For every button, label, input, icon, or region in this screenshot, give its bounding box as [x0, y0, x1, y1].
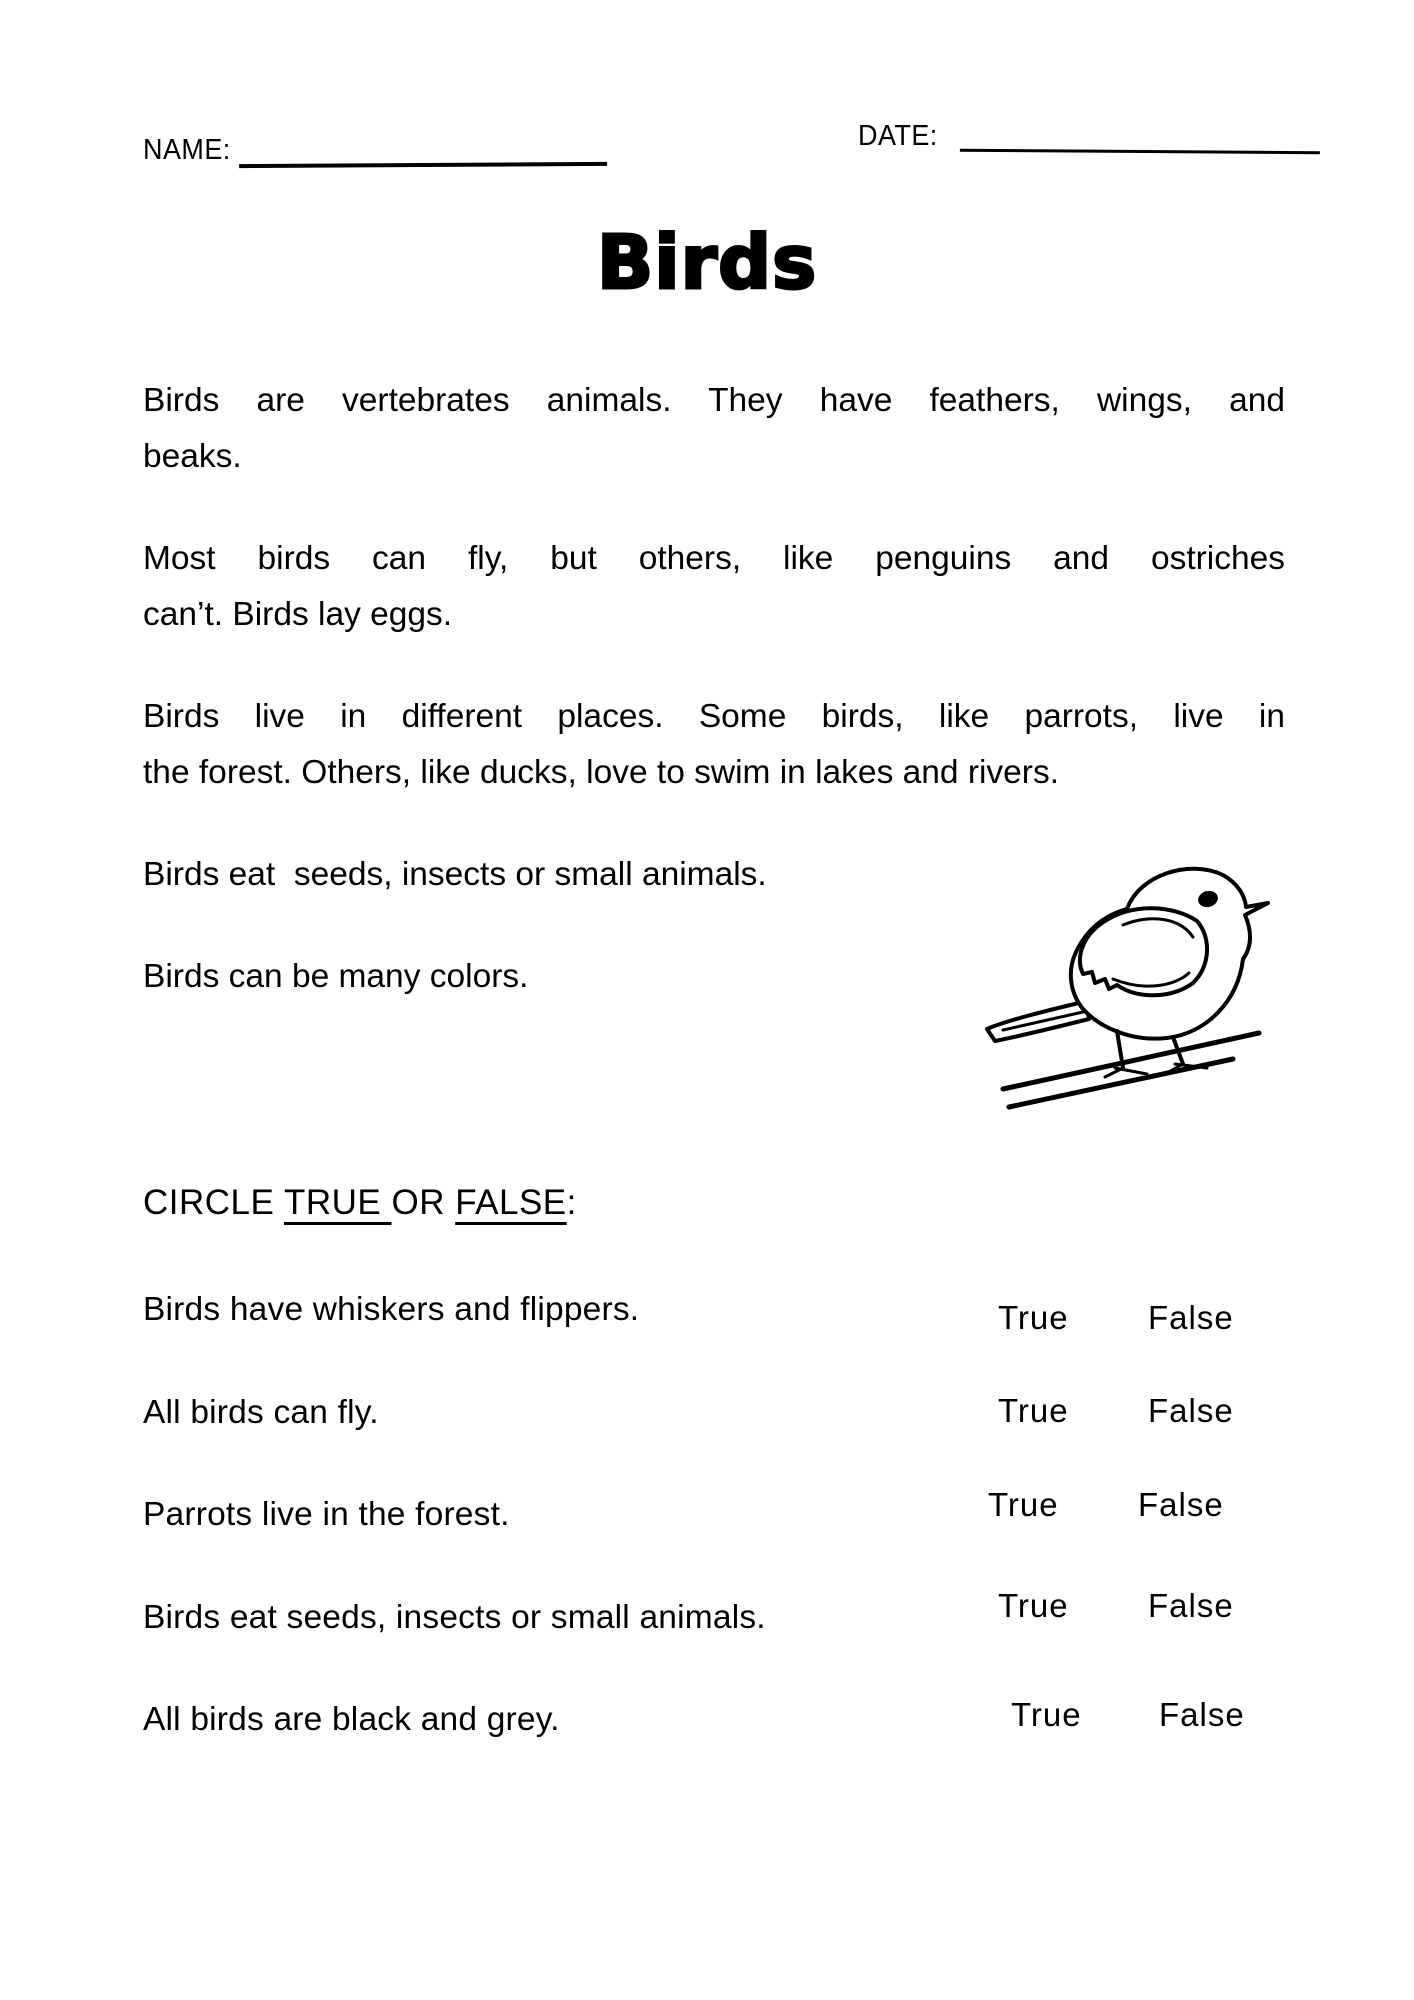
true-option-4[interactable]: True	[998, 1586, 1069, 1624]
bird-illustration	[975, 853, 1295, 1123]
name-label: NAME:	[143, 134, 231, 166]
date-label: DATE:	[858, 120, 938, 152]
quiz-statement: Parrots live in the forest.	[143, 1496, 510, 1533]
quiz-heading-prefix: CIRCLE	[143, 1183, 284, 1222]
quiz-heading-suffix: :	[566, 1183, 577, 1222]
paragraph-line: the forest. Others, like ducks, love to swim in lakes and rivers.	[143, 754, 1060, 791]
true-option-2[interactable]: True	[998, 1391, 1069, 1429]
paragraph-line: Birds live in different places. Some birds, like parrots, live in	[143, 698, 1285, 735]
quiz-statement: All birds are black and grey.	[143, 1701, 560, 1738]
false-option-5[interactable]: False	[1159, 1696, 1245, 1733]
paragraph-line: beaks.	[143, 438, 242, 475]
paragraph	[143, 531, 1285, 643]
quiz-heading-false-word: FALSE	[455, 1183, 567, 1222]
false-option-2[interactable]: False	[1148, 1391, 1234, 1429]
date-field	[858, 120, 1320, 153]
quiz-row	[143, 1486, 1343, 1599]
paragraph	[143, 689, 1285, 801]
true-false-quiz	[143, 1291, 1343, 1804]
paragraph-line: can’t. Birds lay eggs.	[143, 596, 453, 633]
false-option-1[interactable]: False	[1148, 1299, 1234, 1336]
quiz-statement: Birds have whiskers and flippers.	[143, 1291, 640, 1328]
false-option-3[interactable]: False	[1138, 1486, 1224, 1523]
true-option-5[interactable]: True	[1011, 1696, 1082, 1733]
paragraph-line: Most birds can fly, but others, like penguins and ostriches	[143, 540, 1285, 577]
paragraph-line: Birds can be many colors.	[143, 958, 529, 995]
quiz-heading-true-word: TRUE	[283, 1183, 392, 1222]
true-option-1[interactable]: True	[998, 1299, 1069, 1336]
bird-line-art-icon	[975, 853, 1295, 1123]
paragraph-line: Birds eat seeds, insects or small animals.	[143, 856, 767, 893]
date-blank-line[interactable]	[960, 119, 1320, 155]
quiz-row	[143, 1391, 1343, 1497]
quiz-heading-or-word: OR	[391, 1183, 456, 1222]
paragraph-line: Birds are vertebrates animals. They have feathers, wings, and	[143, 382, 1285, 419]
true-option-3[interactable]: True	[988, 1486, 1059, 1523]
quiz-row	[143, 1586, 1343, 1702]
quiz-statement: All birds can fly.	[143, 1393, 379, 1431]
quiz-heading	[143, 1183, 577, 1223]
page-title: Birds	[596, 220, 818, 306]
false-option-4[interactable]: False	[1148, 1586, 1234, 1624]
paragraph	[143, 373, 1285, 485]
name-field	[143, 133, 607, 167]
name-blank-line[interactable]	[239, 132, 607, 168]
quiz-row	[143, 1696, 1343, 1804]
quiz-statement: Birds eat seeds, insects or small animals.	[143, 1598, 766, 1636]
quiz-row	[143, 1291, 1343, 1394]
